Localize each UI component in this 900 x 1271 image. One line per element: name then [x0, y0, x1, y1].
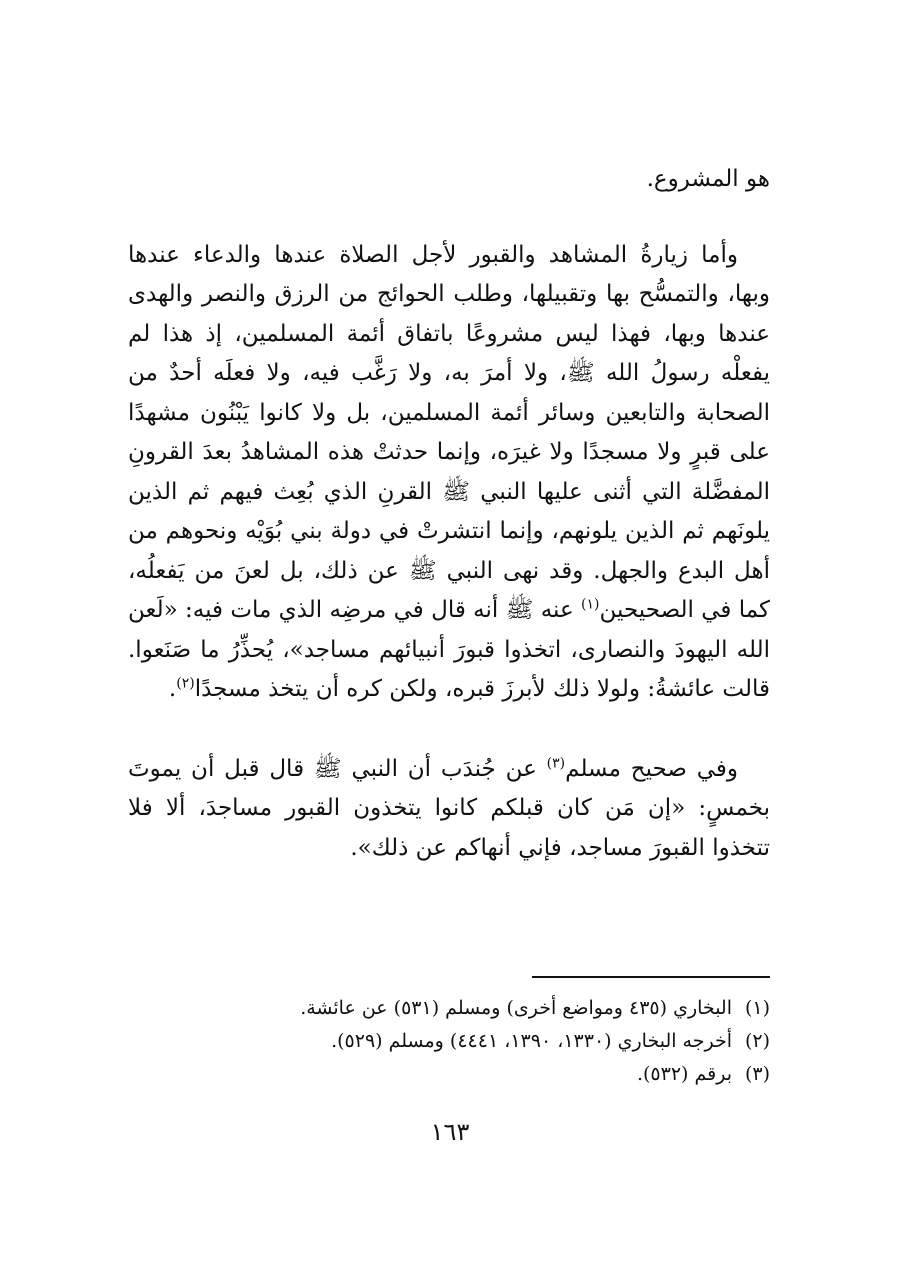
paragraph-text: .: [168, 676, 177, 702]
paragraph-text: عنه ﷺ أنه قال في مرضِه الذي مات فيه: «لَعن الله اليهودَ والنصارى، اتخذوا قبورَ أنبيائهم مساجد»، يُحذِّرُ ما صَنَعوا. قالت عائشةُ: ولولا ذلك لأبرزَ قبره، ولكن كره أن يتخذ مسجدًا: [128, 597, 770, 702]
footnote-number: (٣): [744, 1063, 770, 1085]
footnote-ref[interactable]: (٣): [546, 754, 566, 771]
paragraph-gap: [128, 710, 770, 750]
footnote-text: برقم (٥٣٢).: [636, 1063, 732, 1085]
footnote-item: [300, 1058, 770, 1091]
footnote-separator: [532, 976, 770, 978]
paragraph-sahih-muslim: [128, 750, 770, 869]
footnote-text: أخرجه البخاري (١٣٣٠، ١٣٩٠، ٤٤٤١) ومسلم (٥٢٩).: [331, 1030, 732, 1052]
footnote-item: [300, 992, 770, 1025]
continuation-text: هو المشروع.: [646, 166, 770, 192]
footnote-item: [300, 1025, 770, 1058]
footnote-ref[interactable]: (٢): [176, 675, 195, 692]
footnote-number: (١): [744, 997, 770, 1019]
paragraph-text: وأما زيارةُ المشاهد والقبور لأجل الصلاة عندها والدعاء عندها وبها، والتمسُّح بها وتقبيلها، وطلب الحوائج من الرزق والنصر والهدى عندها وبها، فهذا ليس مشروعًا باتفاق أئمة المسلمين، إذ هذا لم يفعلْه رسولُ الله ﷺ، ولا أمرَ به، ولا رَغَّب فيه، ولا فعلَه أحدٌ من الصحابة والتابعين وسائر أئمة المسلمين، بل ولا كانوا يَبْنُون مشهدًا على قبرٍ ولا مسجدًا ولا غيرَه، وإنما حدثتْ هذه المشاهدُ بعدَ القرونِ المفضَّلة التي أثنى عليها النبي ﷺ القرنِ الذي بُعِث فيهم ثم الذين يلونَهم ثم الذين يلونهم، وإنما انتشرتْ في دولة بني بُوَيْه ونحوهم من أهل البدع والجهل. وقد نهى النبي ﷺ عن ذلك، بل لعنَ من يَفعلُه، كما في الصحيحين: [128, 241, 770, 623]
paragraph-continuation: [128, 160, 770, 200]
footnotes: [300, 992, 770, 1091]
paragraph-graves-visitation: [128, 236, 770, 710]
paragraph-text: وفي صحيح مسلم: [565, 755, 738, 782]
paragraph-gap: [128, 200, 770, 236]
footnote-ref[interactable]: (١): [581, 596, 600, 613]
footnote-text: البخاري (٤٣٥ ومواضع أخرى) ومسلم (٥٣١) عن عائشة.: [300, 997, 732, 1019]
paragraph-text: عن جُندَب أن النبي ﷺ قال قبل أن يموتَ بخمسٍ: «إن مَن كان قبلكم كانوا يتخذون القبور مساجدَ، ألا فلا تتخذوا القبورَ مساجد، فإني أنهاكم عن ذلك».: [128, 755, 770, 861]
main-text: [128, 160, 770, 868]
page-number: ١٦٣: [430, 1118, 470, 1146]
footnote-number: (٢): [744, 1030, 770, 1052]
